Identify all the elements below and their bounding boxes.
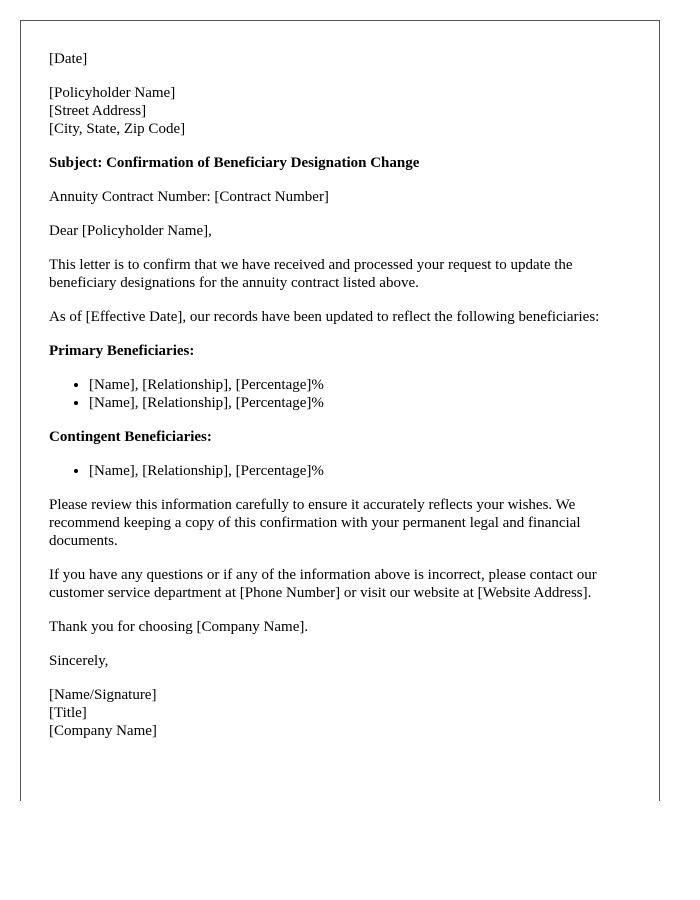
- primary-beneficiaries-heading: Primary Beneficiaries:: [49, 343, 195, 359]
- contingent-beneficiaries-list: [49, 462, 629, 480]
- signature-block: [49, 686, 629, 740]
- contract-number-line: Annuity Contract Number: [Contract Number]: [49, 189, 329, 205]
- letter-page: [20, 20, 660, 801]
- paragraph-review: Please review this information carefully to ensure it accurately reflects your wishes. We recommend keeping a copy of this confirmation with your permanent legal and financial documents.: [49, 497, 581, 549]
- paragraph-effective-date: As of [Effective Date], our records have been updated to reflect the following beneficiaries:: [49, 309, 600, 325]
- paragraph-contact: If you have any questions or if any of the information above is incorrect, please contact our customer service department at [Phone Number] or visit our website at [Website Address].: [49, 567, 597, 601]
- signature-name: [Name/Signature]: [49, 687, 157, 703]
- letter-date: [Date]: [49, 51, 88, 67]
- list-item: • [Name], [Relationship], [Percentage]%: [89, 394, 629, 412]
- recipient-name: [Policyholder Name]: [49, 85, 176, 101]
- letter-subject: Subject: Confirmation of Beneficiary Designation Change: [49, 155, 420, 171]
- list-item: • [Name], [Relationship], [Percentage]%: [89, 376, 629, 394]
- primary-beneficiaries-list: [49, 376, 629, 412]
- contingent-beneficiaries-heading: Contingent Beneficiaries:: [49, 429, 212, 445]
- signature-company: [Company Name]: [49, 723, 157, 739]
- recipient-city: [City, State, Zip Code]: [49, 121, 186, 137]
- letter-body: [49, 50, 629, 756]
- signature-title: [Title]: [49, 705, 87, 721]
- salutation: Dear [Policyholder Name],: [49, 223, 212, 239]
- thank-you-line: Thank you for choosing [Company Name].: [49, 619, 309, 635]
- paragraph-confirmation: This letter is to confirm that we have received and processed your request to update the beneficiary designations for the annuity contract listed above.: [49, 257, 573, 291]
- closing: Sincerely,: [49, 653, 109, 669]
- list-item: • [Name], [Relationship], [Percentage]%: [89, 462, 629, 480]
- recipient-address-block: [49, 84, 629, 138]
- recipient-street: [Street Address]: [49, 103, 147, 119]
